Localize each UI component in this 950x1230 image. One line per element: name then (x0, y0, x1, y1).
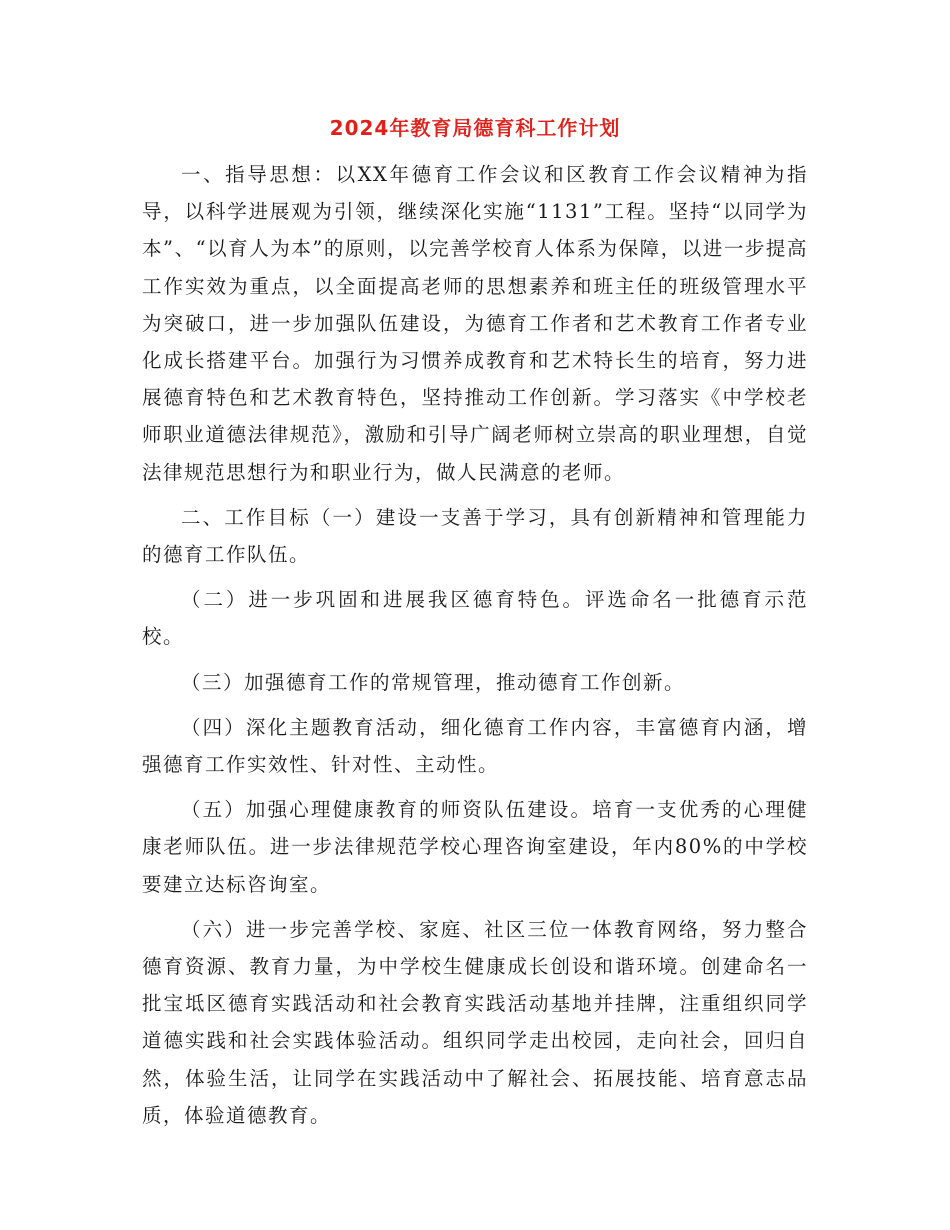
paragraph-goal-1: 二、工作目标（一）建设一支善于学习，具有创新精神和管理能力的德育工作队伍。 (142, 505, 808, 567)
document-body (142, 156, 808, 1142)
paragraph-goal-3: （三）加强德育工作的常规管理，推动德育工作创新。 (181, 670, 686, 694)
paragraph-goal-2: （二）进一步巩固和进展我区德育特色。评选命名一批德育示范校。 (142, 588, 808, 649)
document-title: 2024年教育局德育科工作计划 (329, 116, 621, 140)
paragraph-goal-6: （六）进一步完善学校、家庭、社区三位一体教育网络，努力整合德育资源、教育力量，为中学校生健康成长创设和谐环境。创建命名一批宝坻区德育实践活动和社会教育实践活动基地并挂牌，注重组织同学道德实践和社会实践体验活动。组织同学走出校园，走向社会，回归自然，体验生活，让同学在实践活动中了解社会、拓展技能、培育意志品质，体验道德教育。 (142, 917, 808, 1127)
paragraph-guiding-ideology: 一、指导思想：以XX年德育工作会议和区教育工作会议精神为指导，以科学进展观为引领，继续深化实施“1131”工程。坚持“以同学为本”、“以育人为本”的原则，以完善学校育人体系为保障，以进一步提高工作实效为重点，以全面提高老师的思想素养和班主任的班级管理水平为突破口，进一步加强队伍建设，为德育工作者和艺术教育工作者专业化成长搭建平台。加强行为习惯养成教育和艺术特长生的培育，努力进展德育特色和艺术教育特色，坚持推动工作创新。学习落实《中学校老师职业道德法律规范》，激励和引导广阔老师树立崇高的职业理想，自觉法律规范思想行为和职业行为，做人民满意的老师。 (142, 163, 808, 484)
paragraph-goal-5: （五）加强心理健康教育的师资队伍建设。培育一支优秀的心理健康老师队伍。进一步法律规范学校心理咨询室建设，年内80%的中学校要建立达标咨询室。 (142, 798, 808, 896)
paragraph-goal-4: （四）深化主题教育活动，细化德育工作内容，丰富德育内涵，增强德育工作实效性、针对性、主动性。 (142, 715, 808, 777)
